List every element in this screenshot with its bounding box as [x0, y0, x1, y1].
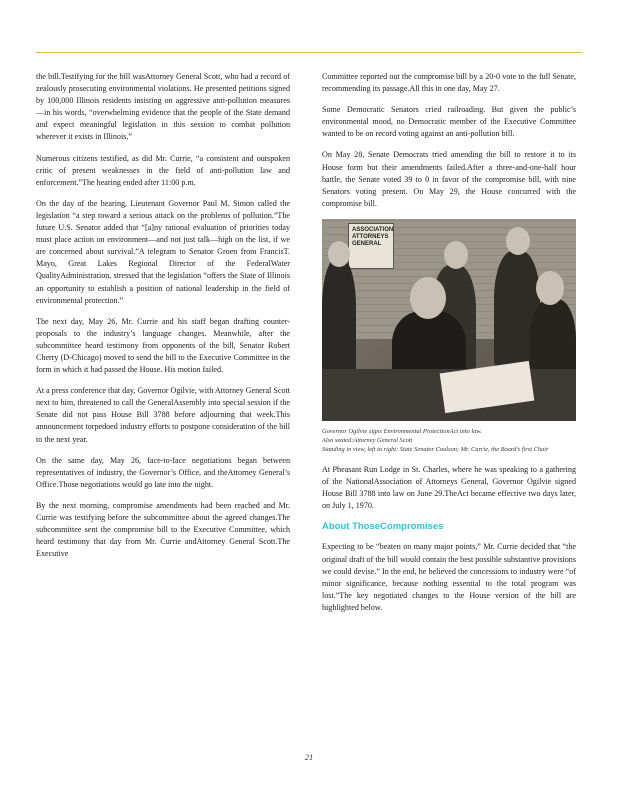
standing-person-head — [506, 227, 530, 255]
paragraph: At a press conference that day, Governor Ogilvie, with Attorney General Scott next to him, threatened to call the GeneralAssembly into special session if the Senate did not pass House Bill 3788 before adjourning that week.This announcement torpedoed industry efforts to postpone consideration of the bill to the next year. — [36, 386, 290, 444]
paragraph: On the same day, May 26, face-to-face negotiations began between representatives of industry, the Governor’s Office, and theAttorney General’s Office.Those negotiations would go late into the night. — [36, 455, 290, 489]
paragraph: Committee reported out the compromise bill by a 20-0 vote to the full Senate, recommending its passage.All this in one day, May 27. — [322, 72, 576, 94]
caption-line: Also seated:Attorney General Scott — [322, 436, 413, 444]
paragraph: Expecting to be “beaten on many major points,” Mr. Currie decided that “the original draft of the bill would contain the best possible substantive provisions we could devise.” In the end, he believed the concessions to industry were “of minor significance, because nothing essential to the total program was lost.”The key negotiated changes to the House version of the bill are highlighted below. — [322, 542, 576, 612]
association-sign — [348, 223, 394, 269]
standing-person-head — [536, 271, 564, 305]
photo-caption — [322, 427, 576, 454]
paragraph: At Pheasant Run Lodge in St. Charles, where he was speaking to a gathering of the NationalAssociation of Attorneys General, Governor Ogilvie signed House Bill 3788 into law on June 29.TheAct became effective two days later, on July 1, 1970. — [322, 464, 576, 511]
header-rule — [36, 52, 582, 53]
section-heading: About ThoseCompromises — [322, 521, 444, 533]
standing-person-left — [322, 259, 356, 379]
paragraph: The next day, May 26, Mr. Currie and his staff began drafting counter-proposals to the industry’s language changes. Meanwhile, after the subcommittee heard testimony from opponents of the bill, Senator Robert Cherry (D-Chicago) moved to send the bill to the Executive Committee in the form in which it had passed the House. His motion failed. — [36, 316, 290, 375]
paragraph: the bill.Testifying for the bill wasAttorney General Scott, who had a record of zealously prosecuting environmental violations. He presented petitions signed by 100,000 Illinois residents insisting on aggressive anti-pollution measures—in his words, “overwhelming evidence that the people of the State demand and expect meaningful legislation in this session to combat pollution wherever it exists in Illinois.” — [36, 72, 290, 142]
paragraph: On the day of the hearing, Lieutenant Governor Paul M. Simon called the legislation “a step toward a serious attack on the problems of pollution.”The future U.S. Senator added that “[a]ny rational evaluation of priorities today must place action on environment—and not just talk—high on the list, if we are concerned about survival.”A telegram to Senator Groen from FrancisT. Mayo, Great Lakes Regional Director of the FederalWater QualityAdministration, stressed that the legislation “offers the State of Illinois an opportunity to establish a position of national leadership in the field of environmental protection.” — [36, 198, 290, 305]
paragraph: On May 28, Senate Democrats tried amending the bill to restore it to its House form but their amendments failed.After a three-and-one-half hour battle, the Senate voted 39 to 0 in favor of the compromise bill, with nine Senators voting present. On May 29, the House concurred with the compromise bill. — [322, 150, 576, 208]
standing-person-head — [444, 241, 468, 269]
caption-line: Governor Ogilvie signs Environmental ProtectionAct into law. — [322, 427, 482, 435]
paragraph: Numerous citizens testified, as did Mr. Currie, “a consistent and outspoken critic of present weaknesses in the field of anti-pollution law and enforcement.”The hearing ended after 11:00 p.m. — [36, 153, 290, 187]
page-number: 21 — [304, 752, 314, 762]
standing-person-head — [328, 241, 350, 267]
sign-text: ASSOCIATION ATTORNEYS GENERAL — [352, 226, 394, 247]
governor-head — [410, 277, 446, 319]
paragraph: Some Democratic Senators cried railroading. But given the public’s environmental mood, no Democratic member of the Executive Committee wanted to be on record voting against an anti-pollution bill. — [322, 105, 576, 139]
paragraph: By the next morning, compromise amendments had been reached and Mr. Currie was testifying before the subcommittee about the agreed changes.The subcommittee sent the compromise bill to the Executive Committee, which heard testimony that day from Mr. Currie andAttorney General Scott.The Executive — [36, 500, 290, 559]
right-column — [322, 71, 576, 623]
caption-line: Standing in view, left to right: State Senator Coulson; Mr. Currie, the Board’s first Chair — [322, 445, 549, 453]
left-column — [36, 71, 290, 569]
signing-photo — [322, 219, 576, 421]
